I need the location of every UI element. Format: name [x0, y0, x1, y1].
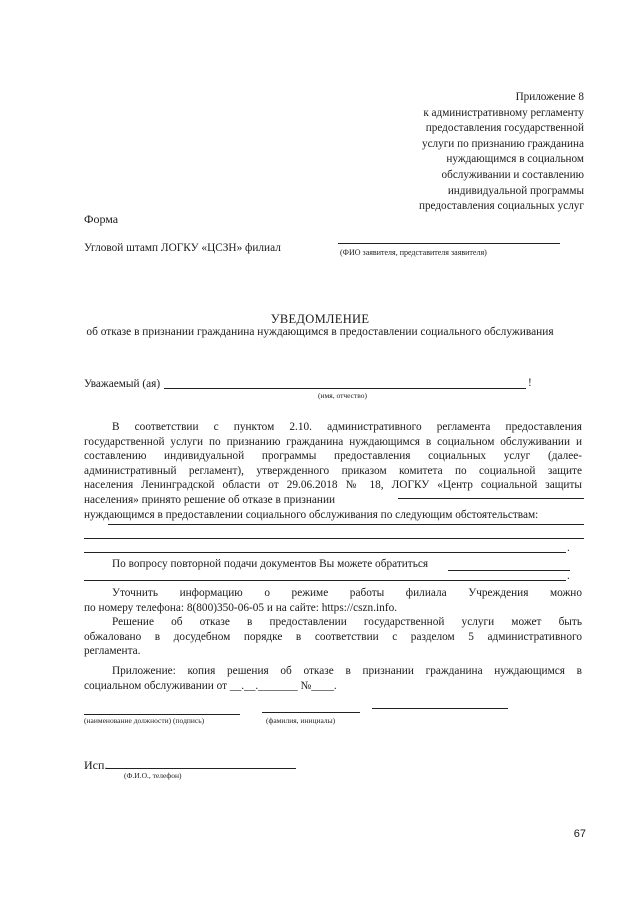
document-title: УВЕДОМЛЕНИЕ — [270, 312, 370, 326]
surname-caption: (фамилия, инициалы) — [266, 716, 336, 725]
reason-line — [84, 552, 566, 553]
name-caption: (имя, отчество) — [318, 391, 368, 400]
position-signature-line — [84, 714, 240, 715]
text-line: населения Ленинградской области от 29.06.2018 № 18, ЛОГКУ «Центр социальной защиты — [84, 479, 582, 492]
text-line: административный регламент), утвержденного приказом комитета по социальной защите — [84, 464, 582, 477]
form-label: Форма — [84, 212, 119, 226]
text-line: обжаловано в досудебном порядке в соответствии с разделом 5 административного — [84, 630, 582, 643]
appendix-line: нуждающимся в социальном — [446, 153, 584, 166]
appendix-line: предоставления государственной — [425, 122, 584, 135]
attachment-paragraph — [84, 664, 582, 693]
text-line: Приложение: копия решения об отказе в признании гражданина нуждающимся в — [112, 665, 582, 677]
appeal-paragraph — [84, 615, 582, 659]
appendix-block — [324, 90, 584, 215]
executor-caption: (Ф.И.О., телефон) — [124, 771, 182, 780]
reason-line — [84, 538, 584, 539]
repeat-line — [448, 570, 570, 571]
applicant-line — [338, 243, 560, 244]
greeting-end: ! — [528, 377, 532, 389]
repeat-text: По вопросу повторной подачи документов Вы можете обратиться — [112, 558, 429, 570]
extra-signature-line — [372, 708, 508, 709]
corner-stamp-text: Угловой штамп ЛОГКУ «ЦСЗН» филиал — [84, 242, 281, 254]
appendix-line: индивидуальной программы — [447, 184, 584, 197]
appendix-line: обслуживании и составлению — [441, 168, 584, 181]
document-subtitle: об отказе в признании гражданина нуждающимся в предоставлении социального обслуживания — [86, 326, 554, 338]
clarify-paragraph — [84, 586, 582, 615]
executor-label: Исп. — [84, 758, 108, 772]
surname-line — [262, 712, 360, 713]
applicant-caption: (ФИО заявителя, представителя заявителя) — [340, 248, 487, 257]
text-line: государственной услуги по признанию гражданина нуждающимся в социальном обслуживании и — [84, 435, 582, 448]
appendix-line: к административному регламенту — [423, 106, 584, 119]
page-number: 67 — [573, 828, 586, 840]
text-line: населения» принято решение об отказе в признании — [84, 493, 336, 506]
repeat-line-2 — [84, 580, 566, 581]
text-line: В соответствии с пунктом 2.10. административного регламента предоставления — [112, 421, 582, 433]
decision-line — [398, 498, 584, 499]
appendix-line: услуги по признанию гражданина — [421, 137, 584, 150]
repeat-end-dot: . — [567, 570, 570, 582]
appendix-line: предоставления социальных услуг — [418, 200, 584, 213]
text-line: регламента. — [84, 645, 141, 658]
position-caption: (наименование должности) (подпись) — [84, 716, 205, 725]
appendix-line: Приложение 8 — [515, 91, 584, 103]
text-line: Уточнить информацию о режиме работы филиала Учреждения можно — [112, 587, 582, 599]
greeting-label: Уважаемый (ая) — [84, 378, 161, 390]
text-line: по номеру телефона: 8(800)350-06-05 и на сайте: https://cszn.info. — [84, 601, 398, 614]
text-line: нуждающимся в предоставлении социального обслуживания по следующим обстоятельствам: — [84, 508, 539, 521]
executor-line — [106, 768, 296, 769]
reason-line — [108, 524, 584, 525]
text-line: социальном обслуживании от __.__._______ №____. — [84, 679, 337, 692]
reason-end-dot: . — [567, 542, 570, 554]
text-line: Решение об отказе в предоставлении государственной услуги может быть — [112, 616, 582, 628]
name-line — [164, 388, 526, 389]
text-line: составлению индивидуальной программы предоставления социальных услуг (далее- — [84, 450, 582, 463]
main-paragraph — [84, 420, 582, 522]
